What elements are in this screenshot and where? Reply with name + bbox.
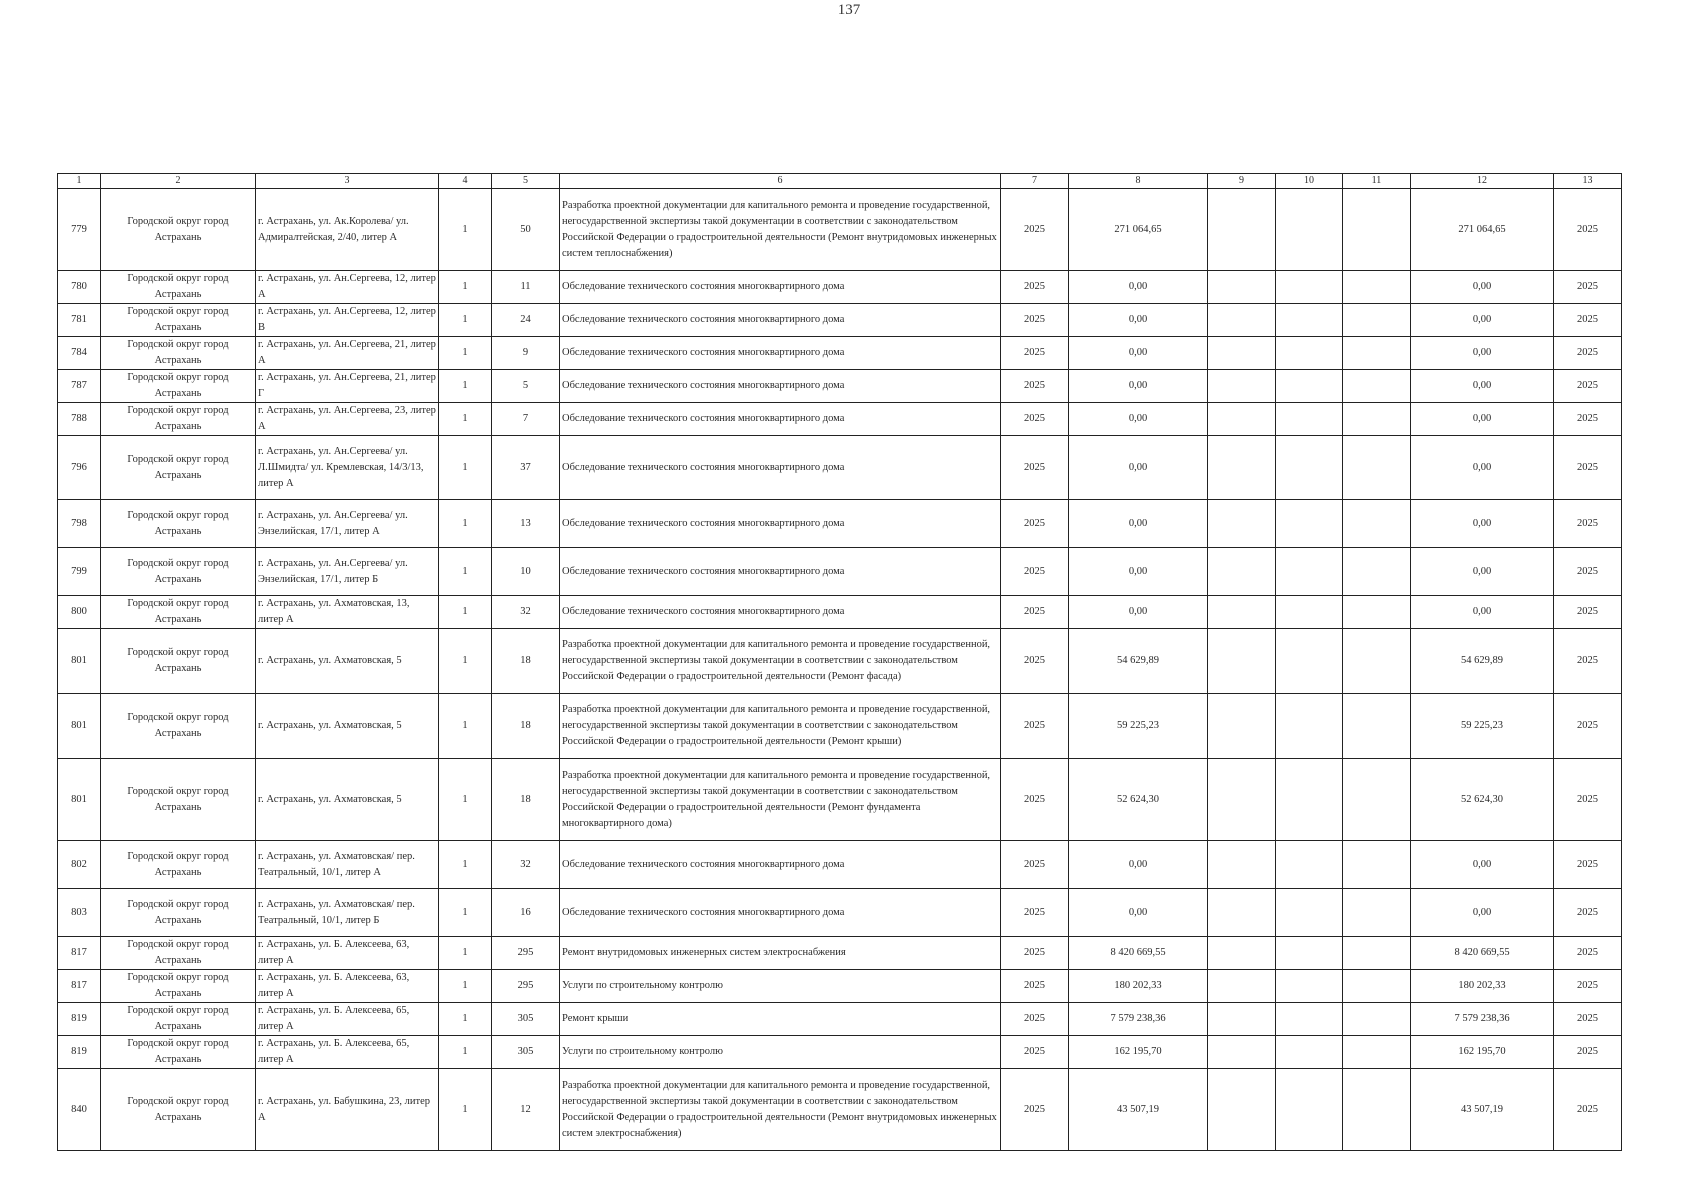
col13-year-cell: 2025 [1554, 436, 1622, 500]
col4-cell: 1 [439, 1003, 492, 1036]
col11-cell [1343, 304, 1411, 337]
col9-cell [1208, 189, 1276, 271]
year-cell: 2025 [1001, 889, 1069, 937]
year-cell: 2025 [1001, 1003, 1069, 1036]
municipality-cell: Городской округ город Астрахань [101, 841, 256, 889]
table-row [58, 629, 1622, 694]
col12-amount-cell: 162 195,70 [1411, 1036, 1554, 1069]
year-cell: 2025 [1001, 337, 1069, 370]
address-cell: г. Астрахань, ул. Ахматовская, 13, литер А [256, 596, 439, 629]
row-number: 801 [58, 694, 101, 759]
municipality-cell: Городской округ город Астрахань [101, 403, 256, 436]
col12-amount-cell: 0,00 [1411, 889, 1554, 937]
address-cell: г. Астрахань, ул. Ан.Сергеева, 21, литер А [256, 337, 439, 370]
col10-cell [1276, 629, 1343, 694]
col4-cell: 1 [439, 403, 492, 436]
col10-cell [1276, 937, 1343, 970]
year-cell: 2025 [1001, 1069, 1069, 1151]
table-row [58, 500, 1622, 548]
amount-cell: 0,00 [1069, 596, 1208, 629]
col5-cell: 24 [492, 304, 560, 337]
col10-cell [1276, 1069, 1343, 1151]
col-header-3: 3 [256, 174, 439, 189]
col9-cell [1208, 370, 1276, 403]
col9-cell [1208, 970, 1276, 1003]
address-cell: г. Астрахань, ул. Б. Алексеева, 65, литер А [256, 1003, 439, 1036]
col4-cell: 1 [439, 694, 492, 759]
work-type-cell: Разработка проектной документации для капитального ремонта и проведение государственной, негосударственной экспертизы такой документации в соответствии с законодательством Российской Федерации о градостроительной деятельности (Ремонт фасада) [560, 629, 1001, 694]
col13-year-cell: 2025 [1554, 1069, 1622, 1151]
col13-year-cell: 2025 [1554, 337, 1622, 370]
col9-cell [1208, 1069, 1276, 1151]
col9-cell [1208, 694, 1276, 759]
work-type-cell: Обследование технического состояния многоквартирного дома [560, 271, 1001, 304]
municipality-cell: Городской округ город Астрахань [101, 370, 256, 403]
col5-cell: 50 [492, 189, 560, 271]
col11-cell [1343, 937, 1411, 970]
address-cell: г. Астрахань, ул. Ан.Сергеева, 23, литер А [256, 403, 439, 436]
col-header-1: 1 [58, 174, 101, 189]
address-cell: г. Астрахань, ул. Бабушкина, 23, литер А [256, 1069, 439, 1151]
municipality-cell: Городской округ город Астрахань [101, 189, 256, 271]
amount-cell: 0,00 [1069, 337, 1208, 370]
col9-cell [1208, 759, 1276, 841]
row-number: 840 [58, 1069, 101, 1151]
col11-cell [1343, 271, 1411, 304]
work-type-cell: Обследование технического состояния многоквартирного дома [560, 403, 1001, 436]
col10-cell [1276, 694, 1343, 759]
col10-cell [1276, 1036, 1343, 1069]
col10-cell [1276, 370, 1343, 403]
year-cell: 2025 [1001, 629, 1069, 694]
col13-year-cell: 2025 [1554, 189, 1622, 271]
row-number: 799 [58, 548, 101, 596]
year-cell: 2025 [1001, 548, 1069, 596]
row-number: 800 [58, 596, 101, 629]
year-cell: 2025 [1001, 759, 1069, 841]
col4-cell: 1 [439, 500, 492, 548]
page-number: 137 [837, 2, 861, 18]
address-cell: г. Астрахань, ул. Ахматовская/ пер. Театральный, 10/1, литер Б [256, 889, 439, 937]
col10-cell [1276, 889, 1343, 937]
address-cell: г. Астрахань, ул. Ан.Сергеева/ ул. Энзелийская, 17/1, литер А [256, 500, 439, 548]
col13-year-cell: 2025 [1554, 970, 1622, 1003]
col10-cell [1276, 271, 1343, 304]
work-type-cell: Обследование технического состояния многоквартирного дома [560, 548, 1001, 596]
col11-cell [1343, 596, 1411, 629]
table-header [58, 174, 1622, 189]
col-header-4: 4 [439, 174, 492, 189]
work-type-cell: Обследование технического состояния многоквартирного дома [560, 337, 1001, 370]
amount-cell: 0,00 [1069, 436, 1208, 500]
table-row [58, 271, 1622, 304]
col13-year-cell: 2025 [1554, 500, 1622, 548]
col4-cell: 1 [439, 304, 492, 337]
work-type-cell: Разработка проектной документации для капитального ремонта и проведение государственной, негосударственной экспертизы такой документации в соответствии с законодательством Российской Федерации о градостроительной деятельности (Ремонт крыши) [560, 694, 1001, 759]
row-number: 780 [58, 271, 101, 304]
row-number: 801 [58, 759, 101, 841]
amount-cell: 162 195,70 [1069, 1036, 1208, 1069]
col5-cell: 18 [492, 694, 560, 759]
row-number: 802 [58, 841, 101, 889]
work-type-cell: Обследование технического состояния многоквартирного дома [560, 841, 1001, 889]
col12-amount-cell: 0,00 [1411, 500, 1554, 548]
municipality-cell: Городской округ город Астрахань [101, 1069, 256, 1151]
address-cell: г. Астрахань, ул. Ан.Сергеева, 12, литер В [256, 304, 439, 337]
year-cell: 2025 [1001, 189, 1069, 271]
amount-cell: 271 064,65 [1069, 189, 1208, 271]
row-number: 788 [58, 403, 101, 436]
year-cell: 2025 [1001, 596, 1069, 629]
work-type-cell: Обследование технического состояния многоквартирного дома [560, 304, 1001, 337]
col11-cell [1343, 500, 1411, 548]
col11-cell [1343, 337, 1411, 370]
col10-cell [1276, 841, 1343, 889]
amount-cell: 0,00 [1069, 841, 1208, 889]
row-number: 784 [58, 337, 101, 370]
amount-cell: 8 420 669,55 [1069, 937, 1208, 970]
work-type-cell: Обследование технического состояния многоквартирного дома [560, 889, 1001, 937]
col11-cell [1343, 970, 1411, 1003]
table-row [58, 970, 1622, 1003]
amount-cell: 59 225,23 [1069, 694, 1208, 759]
amount-cell: 180 202,33 [1069, 970, 1208, 1003]
table-row [58, 189, 1622, 271]
col9-cell [1208, 436, 1276, 500]
address-cell: г. Астрахань, ул. Ан.Сергеева/ ул. Энзелийская, 17/1, литер Б [256, 548, 439, 596]
col13-year-cell: 2025 [1554, 1036, 1622, 1069]
amount-cell: 0,00 [1069, 403, 1208, 436]
col5-cell: 295 [492, 970, 560, 1003]
col4-cell: 1 [439, 759, 492, 841]
address-cell: г. Астрахань, ул. Ак.Королева/ ул. Адмиралтейская, 2/40, литер А [256, 189, 439, 271]
col5-cell: 9 [492, 337, 560, 370]
col12-amount-cell: 0,00 [1411, 271, 1554, 304]
col12-amount-cell: 271 064,65 [1411, 189, 1554, 271]
col12-amount-cell: 0,00 [1411, 403, 1554, 436]
table-row [58, 841, 1622, 889]
col5-cell: 37 [492, 436, 560, 500]
year-cell: 2025 [1001, 970, 1069, 1003]
amount-cell: 0,00 [1069, 500, 1208, 548]
address-cell: г. Астрахань, ул. Ахматовская, 5 [256, 759, 439, 841]
municipality-cell: Городской округ город Астрахань [101, 436, 256, 500]
col12-amount-cell: 0,00 [1411, 436, 1554, 500]
amount-cell: 43 507,19 [1069, 1069, 1208, 1151]
work-type-cell: Услуги по строительному контролю [560, 970, 1001, 1003]
col4-cell: 1 [439, 889, 492, 937]
col9-cell [1208, 629, 1276, 694]
address-cell: г. Астрахань, ул. Ахматовская/ пер. Театральный, 10/1, литер А [256, 841, 439, 889]
col12-amount-cell: 0,00 [1411, 304, 1554, 337]
work-type-cell: Разработка проектной документации для капитального ремонта и проведение государственной, негосударственной экспертизы такой документации в соответствии с законодательством Российской Федерации о градостроительной деятельности (Ремонт фундамента многоквартирного дома) [560, 759, 1001, 841]
col9-cell [1208, 403, 1276, 436]
col11-cell [1343, 1069, 1411, 1151]
amount-cell: 0,00 [1069, 271, 1208, 304]
col4-cell: 1 [439, 1069, 492, 1151]
work-type-cell: Разработка проектной документации для капитального ремонта и проведение государственной, негосударственной экспертизы такой документации в соответствии с законодательством Российской Федерации о градостроительной деятельности (Ремонт внутридомовых инженерных систем теплоснабжения) [560, 189, 1001, 271]
address-cell: г. Астрахань, ул. Б. Алексеева, 65, литер А [256, 1036, 439, 1069]
col11-cell [1343, 436, 1411, 500]
col11-cell [1343, 370, 1411, 403]
row-number: 817 [58, 937, 101, 970]
col10-cell [1276, 436, 1343, 500]
amount-cell: 54 629,89 [1069, 629, 1208, 694]
table-row [58, 937, 1622, 970]
amount-cell: 0,00 [1069, 548, 1208, 596]
work-type-cell: Обследование технического состояния многоквартирного дома [560, 436, 1001, 500]
table-row [58, 403, 1622, 436]
municipality-cell: Городской округ город Астрахань [101, 759, 256, 841]
col11-cell [1343, 1003, 1411, 1036]
col-header-9: 9 [1208, 174, 1276, 189]
year-cell: 2025 [1001, 500, 1069, 548]
col5-cell: 7 [492, 403, 560, 436]
table-row [58, 370, 1622, 403]
col13-year-cell: 2025 [1554, 304, 1622, 337]
work-type-cell: Услуги по строительному контролю [560, 1036, 1001, 1069]
col9-cell [1208, 841, 1276, 889]
col13-year-cell: 2025 [1554, 271, 1622, 304]
col11-cell [1343, 189, 1411, 271]
table-row [58, 596, 1622, 629]
col4-cell: 1 [439, 970, 492, 1003]
amount-cell: 0,00 [1069, 889, 1208, 937]
col9-cell [1208, 889, 1276, 937]
col12-amount-cell: 0,00 [1411, 548, 1554, 596]
municipality-cell: Городской округ город Астрахань [101, 1036, 256, 1069]
col-header-7: 7 [1001, 174, 1069, 189]
col-header-12: 12 [1411, 174, 1554, 189]
table-row [58, 694, 1622, 759]
col5-cell: 11 [492, 271, 560, 304]
col5-cell: 32 [492, 596, 560, 629]
col13-year-cell: 2025 [1554, 889, 1622, 937]
table-row [58, 548, 1622, 596]
municipality-cell: Городской округ город Астрахань [101, 889, 256, 937]
col5-cell: 18 [492, 629, 560, 694]
row-number: 779 [58, 189, 101, 271]
col-header-11: 11 [1343, 174, 1411, 189]
col10-cell [1276, 548, 1343, 596]
amount-cell: 0,00 [1069, 304, 1208, 337]
col10-cell [1276, 1003, 1343, 1036]
col10-cell [1276, 759, 1343, 841]
year-cell: 2025 [1001, 304, 1069, 337]
col4-cell: 1 [439, 271, 492, 304]
col5-cell: 32 [492, 841, 560, 889]
row-number: 819 [58, 1003, 101, 1036]
col10-cell [1276, 970, 1343, 1003]
col13-year-cell: 2025 [1554, 548, 1622, 596]
col9-cell [1208, 337, 1276, 370]
municipality-cell: Городской округ город Астрахань [101, 694, 256, 759]
address-cell: г. Астрахань, ул. Ан.Сергеева, 21, литер Г [256, 370, 439, 403]
address-cell: г. Астрахань, ул. Ахматовская, 5 [256, 629, 439, 694]
col9-cell [1208, 271, 1276, 304]
col12-amount-cell: 8 420 669,55 [1411, 937, 1554, 970]
col11-cell [1343, 548, 1411, 596]
table-row [58, 759, 1622, 841]
col-header-5: 5 [492, 174, 560, 189]
table-row [58, 337, 1622, 370]
municipality-cell: Городской округ город Астрахань [101, 271, 256, 304]
year-cell: 2025 [1001, 403, 1069, 436]
work-type-cell: Обследование технического состояния многоквартирного дома [560, 500, 1001, 548]
register-table [57, 173, 1622, 1151]
col4-cell: 1 [439, 841, 492, 889]
address-cell: г. Астрахань, ул. Ан.Сергеева/ ул. Л.Шмидта/ ул. Кремлевская, 14/3/13, литер А [256, 436, 439, 500]
year-cell: 2025 [1001, 436, 1069, 500]
col9-cell [1208, 304, 1276, 337]
work-type-cell: Ремонт внутридомовых инженерных систем электроснабжения [560, 937, 1001, 970]
table-row [58, 436, 1622, 500]
col4-cell: 1 [439, 596, 492, 629]
address-cell: г. Астрахань, ул. Ан.Сергеева, 12, литер А [256, 271, 439, 304]
col5-cell: 305 [492, 1003, 560, 1036]
work-type-cell: Обследование технического состояния многоквартирного дома [560, 596, 1001, 629]
work-type-cell: Обследование технического состояния многоквартирного дома [560, 370, 1001, 403]
col11-cell [1343, 759, 1411, 841]
col9-cell [1208, 937, 1276, 970]
municipality-cell: Городской округ город Астрахань [101, 596, 256, 629]
work-type-cell: Разработка проектной документации для капитального ремонта и проведение государственной, негосударственной экспертизы такой документации в соответствии с законодательством Российской Федерации о градостроительной деятельности (Ремонт внутридомовых инженерных систем электроснабжения) [560, 1069, 1001, 1151]
row-number: 781 [58, 304, 101, 337]
table-row [58, 1069, 1622, 1151]
col13-year-cell: 2025 [1554, 403, 1622, 436]
col-header-2: 2 [101, 174, 256, 189]
address-cell: г. Астрахань, ул. Б. Алексеева, 63, литер А [256, 937, 439, 970]
table-row [58, 1036, 1622, 1069]
address-cell: г. Астрахань, ул. Б. Алексеева, 63, литер А [256, 970, 439, 1003]
municipality-cell: Городской округ город Астрахань [101, 500, 256, 548]
col5-cell: 18 [492, 759, 560, 841]
municipality-cell: Городской округ город Астрахань [101, 629, 256, 694]
col4-cell: 1 [439, 629, 492, 694]
col-header-8: 8 [1069, 174, 1208, 189]
col4-cell: 1 [439, 937, 492, 970]
col11-cell [1343, 841, 1411, 889]
col12-amount-cell: 180 202,33 [1411, 970, 1554, 1003]
col11-cell [1343, 694, 1411, 759]
col10-cell [1276, 337, 1343, 370]
col11-cell [1343, 403, 1411, 436]
col12-amount-cell: 52 624,30 [1411, 759, 1554, 841]
col5-cell: 16 [492, 889, 560, 937]
col13-year-cell: 2025 [1554, 937, 1622, 970]
row-number: 819 [58, 1036, 101, 1069]
col4-cell: 1 [439, 189, 492, 271]
col-header-13: 13 [1554, 174, 1622, 189]
col-header-10: 10 [1276, 174, 1343, 189]
municipality-cell: Городской округ город Астрахань [101, 548, 256, 596]
col4-cell: 1 [439, 1036, 492, 1069]
address-cell: г. Астрахань, ул. Ахматовская, 5 [256, 694, 439, 759]
header-row [58, 174, 1622, 189]
municipality-cell: Городской округ город Астрахань [101, 937, 256, 970]
col12-amount-cell: 59 225,23 [1411, 694, 1554, 759]
col12-amount-cell: 43 507,19 [1411, 1069, 1554, 1151]
col4-cell: 1 [439, 337, 492, 370]
col9-cell [1208, 500, 1276, 548]
col13-year-cell: 2025 [1554, 596, 1622, 629]
col5-cell: 10 [492, 548, 560, 596]
col12-amount-cell: 0,00 [1411, 337, 1554, 370]
table-body [58, 189, 1622, 1151]
col9-cell [1208, 1036, 1276, 1069]
year-cell: 2025 [1001, 694, 1069, 759]
col5-cell: 13 [492, 500, 560, 548]
table-row [58, 304, 1622, 337]
amount-cell: 52 624,30 [1069, 759, 1208, 841]
col11-cell [1343, 889, 1411, 937]
row-number: 796 [58, 436, 101, 500]
col13-year-cell: 2025 [1554, 841, 1622, 889]
col4-cell: 1 [439, 436, 492, 500]
col5-cell: 5 [492, 370, 560, 403]
col9-cell [1208, 596, 1276, 629]
col10-cell [1276, 500, 1343, 548]
municipality-cell: Городской округ город Астрахань [101, 1003, 256, 1036]
col5-cell: 295 [492, 937, 560, 970]
year-cell: 2025 [1001, 1036, 1069, 1069]
row-number: 787 [58, 370, 101, 403]
municipality-cell: Городской округ город Астрахань [101, 337, 256, 370]
col10-cell [1276, 596, 1343, 629]
col12-amount-cell: 0,00 [1411, 596, 1554, 629]
col9-cell [1208, 548, 1276, 596]
col12-amount-cell: 0,00 [1411, 370, 1554, 403]
col5-cell: 12 [492, 1069, 560, 1151]
col12-amount-cell: 54 629,89 [1411, 629, 1554, 694]
year-cell: 2025 [1001, 271, 1069, 304]
municipality-cell: Городской округ город Астрахань [101, 304, 256, 337]
col13-year-cell: 2025 [1554, 1003, 1622, 1036]
row-number: 801 [58, 629, 101, 694]
work-type-cell: Ремонт крыши [560, 1003, 1001, 1036]
row-number: 817 [58, 970, 101, 1003]
col11-cell [1343, 1036, 1411, 1069]
col13-year-cell: 2025 [1554, 694, 1622, 759]
amount-cell: 0,00 [1069, 370, 1208, 403]
col12-amount-cell: 7 579 238,36 [1411, 1003, 1554, 1036]
municipality-cell: Городской округ город Астрахань [101, 970, 256, 1003]
year-cell: 2025 [1001, 370, 1069, 403]
col10-cell [1276, 403, 1343, 436]
row-number: 798 [58, 500, 101, 548]
col5-cell: 305 [492, 1036, 560, 1069]
col9-cell [1208, 1003, 1276, 1036]
year-cell: 2025 [1001, 841, 1069, 889]
table-row [58, 889, 1622, 937]
col13-year-cell: 2025 [1554, 629, 1622, 694]
col13-year-cell: 2025 [1554, 759, 1622, 841]
year-cell: 2025 [1001, 937, 1069, 970]
col11-cell [1343, 629, 1411, 694]
col4-cell: 1 [439, 548, 492, 596]
amount-cell: 7 579 238,36 [1069, 1003, 1208, 1036]
col12-amount-cell: 0,00 [1411, 841, 1554, 889]
col13-year-cell: 2025 [1554, 370, 1622, 403]
col10-cell [1276, 189, 1343, 271]
col4-cell: 1 [439, 370, 492, 403]
row-number: 803 [58, 889, 101, 937]
col10-cell [1276, 304, 1343, 337]
col-header-6: 6 [560, 174, 1001, 189]
table-row [58, 1003, 1622, 1036]
